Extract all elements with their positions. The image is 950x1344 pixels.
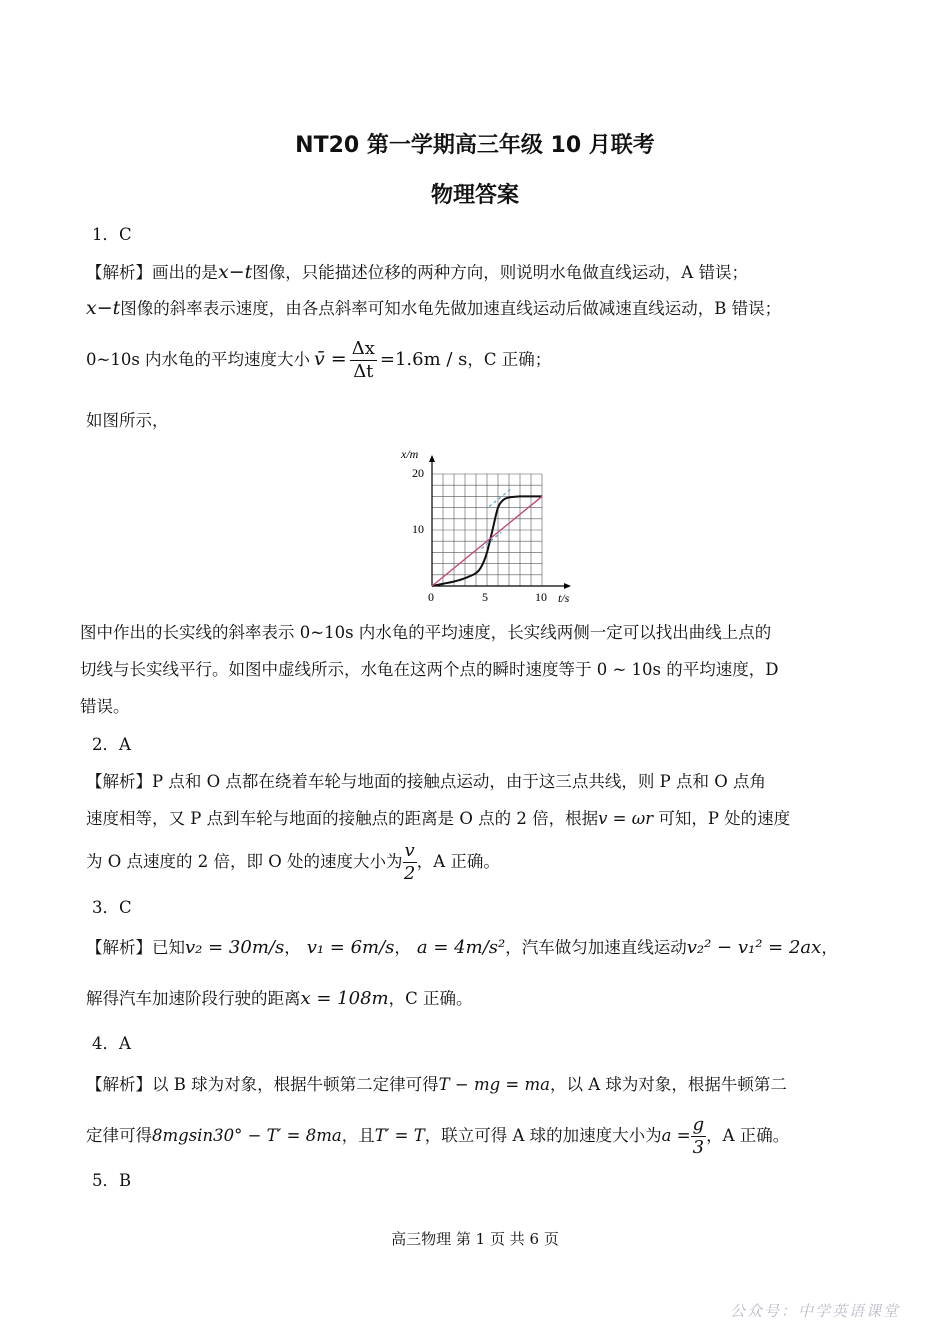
q1-frac-num: Δx xyxy=(351,338,375,359)
q1-analysis-line2 xyxy=(86,297,781,320)
q1-text-line2: 图像的斜率表示速度，由各点斜率可知水龟先做加速直线运动后做减速直线运动，B 错误； xyxy=(120,299,782,318)
q1-line3-post: ，C 正确； xyxy=(467,350,552,369)
q1-para2: 切线与长实线平行。如图中虚线所示，水龟在这两个点的瞬时速度等于 0 ~ 10s 的平均速度，D xyxy=(80,660,779,679)
q1-average-velocity-symbol: v̄ = xyxy=(314,348,347,370)
q4-line2-d: ，A 正确。 xyxy=(706,1126,790,1145)
q1-value: =1.6m / s xyxy=(379,349,468,370)
q3-line1-b: ，汽车做匀加速直线运动 xyxy=(505,938,687,957)
q1-para1: 图中作出的长实线的斜率表示 0~10s 内水龟的平均速度，长实线两侧一定可以找出曲线上点的 xyxy=(80,623,772,642)
q4-line1 xyxy=(86,1074,787,1096)
y-axis-arrow xyxy=(429,455,435,462)
x-tick-10: 10 xyxy=(535,590,547,604)
q2-formula: v = ωr xyxy=(598,809,654,828)
q4-formula-t: T′ = T xyxy=(374,1126,425,1145)
q2-line3-a: 为 O 点速度的 2 倍，即 O 处的速度大小为 xyxy=(86,852,403,871)
y-tick-10: 10 xyxy=(412,522,424,536)
q3-answer: 3．C xyxy=(92,898,132,917)
x-tick-0: 0 xyxy=(428,590,434,604)
q2-line1: 【解析】P 点和 O 点都在绕着车轮与地面的接触点运动，由于这三点共线，则 P 点和 O 点角 xyxy=(86,772,766,791)
q4-line1-b: ，以 A 球为对象，根据牛顿第二 xyxy=(549,1075,787,1094)
q2-line3-b: ，A 正确。 xyxy=(416,852,500,871)
q3-line1: 【解析】已知v₂ = 30m/s， v₁ = 6m/s， a = 4m/s²，汽车做匀加速直线运动v₂² − v₁² = 2ax， xyxy=(86,937,838,958)
q1-analysis-line4: 如图所示， xyxy=(86,411,169,430)
q1-frac-den: Δt xyxy=(353,361,374,382)
y-axis-label: x/m xyxy=(401,447,419,461)
q2-line2-a: 速度相等，又 P 点到车轮与地面的接触点的距离是 O 点的 2 倍，根据 xyxy=(86,809,599,828)
q5-answer: 5．B xyxy=(92,1171,132,1190)
q4-frac-den: 3 xyxy=(692,1137,705,1158)
q2-line3 xyxy=(86,840,500,885)
q2-frac-num: v xyxy=(404,840,415,861)
q1-math-xt-2: x−t xyxy=(86,297,121,319)
document-title: NT20 第一学期高三年级 10 月联考 xyxy=(295,133,655,158)
watermark: 公众号：中学英语课堂 xyxy=(730,1302,901,1320)
q3-a: a = 4m/s² xyxy=(416,937,506,958)
q4-answer: 4．A xyxy=(92,1034,131,1053)
q1-math-xt: x−t xyxy=(218,261,253,283)
x-t-graph xyxy=(396,444,576,608)
q3-line1-a: 【解析】已知 xyxy=(86,938,185,957)
q3-line2-b: ，C 正确。 xyxy=(388,989,473,1008)
q1-line3-pre: 0~10s 内水龟的平均速度大小 xyxy=(86,350,311,369)
q2-line2-b: 可知，P 处的速度 xyxy=(653,809,791,828)
q4-formula-b: T − mg = ma xyxy=(438,1075,550,1094)
q3-result: x = 108m xyxy=(300,988,389,1009)
y-tick-20: 20 xyxy=(412,466,424,480)
q1-answer: 1．C xyxy=(92,225,132,244)
q1-para3: 错误。 xyxy=(80,697,130,716)
q1-text: 【解析】画出的是 xyxy=(86,263,218,282)
x-axis-arrow xyxy=(564,583,571,589)
q4-line1-a: 【解析】以 B 球为对象，根据牛顿第二定律可得 xyxy=(86,1075,439,1094)
q1-fraction xyxy=(350,338,377,383)
q4-line2 xyxy=(86,1114,789,1159)
q3-line2 xyxy=(86,988,472,1010)
q4-line2-a: 定律可得 xyxy=(86,1126,152,1145)
q4-fraction xyxy=(691,1114,707,1159)
q2-fraction xyxy=(403,840,417,885)
q1-text-rest: 图像，只能描述位移的两种方向，则说明水龟做直线运动，A 错误； xyxy=(252,263,748,282)
q4-line2-b: ，且 xyxy=(341,1126,375,1145)
q4-line2-c: ，联立可得 A 球的加速度大小为 xyxy=(424,1126,662,1145)
q3-line2-a: 解得汽车加速阶段行驶的距离 xyxy=(86,989,301,1008)
q3-v2: v₂ = 30m/s xyxy=(185,937,285,958)
q2-frac-den: 2 xyxy=(403,863,416,884)
q1-analysis-line3 xyxy=(86,338,551,383)
q4-a-symbol: a = xyxy=(661,1126,691,1145)
graph-grid xyxy=(432,474,542,586)
q2-line2 xyxy=(86,808,790,830)
x-axis-label: t/s xyxy=(558,591,570,605)
q2-answer: 2．A xyxy=(92,735,131,754)
page-footer: 高三物理 第 1 页 共 6 页 xyxy=(391,1230,559,1248)
q4-formula-a: 8mgsin30° − T′ = 8ma xyxy=(152,1126,342,1145)
document-subtitle: 物理答案 xyxy=(430,183,519,208)
q3-v1: v₁ = 6m/s xyxy=(306,937,395,958)
q1-analysis-line1 xyxy=(86,261,748,284)
q4-frac-num: g xyxy=(692,1114,705,1135)
x-tick-5: 5 xyxy=(482,590,488,604)
q3-formula: v₂² − v₁² = 2ax xyxy=(686,937,822,958)
